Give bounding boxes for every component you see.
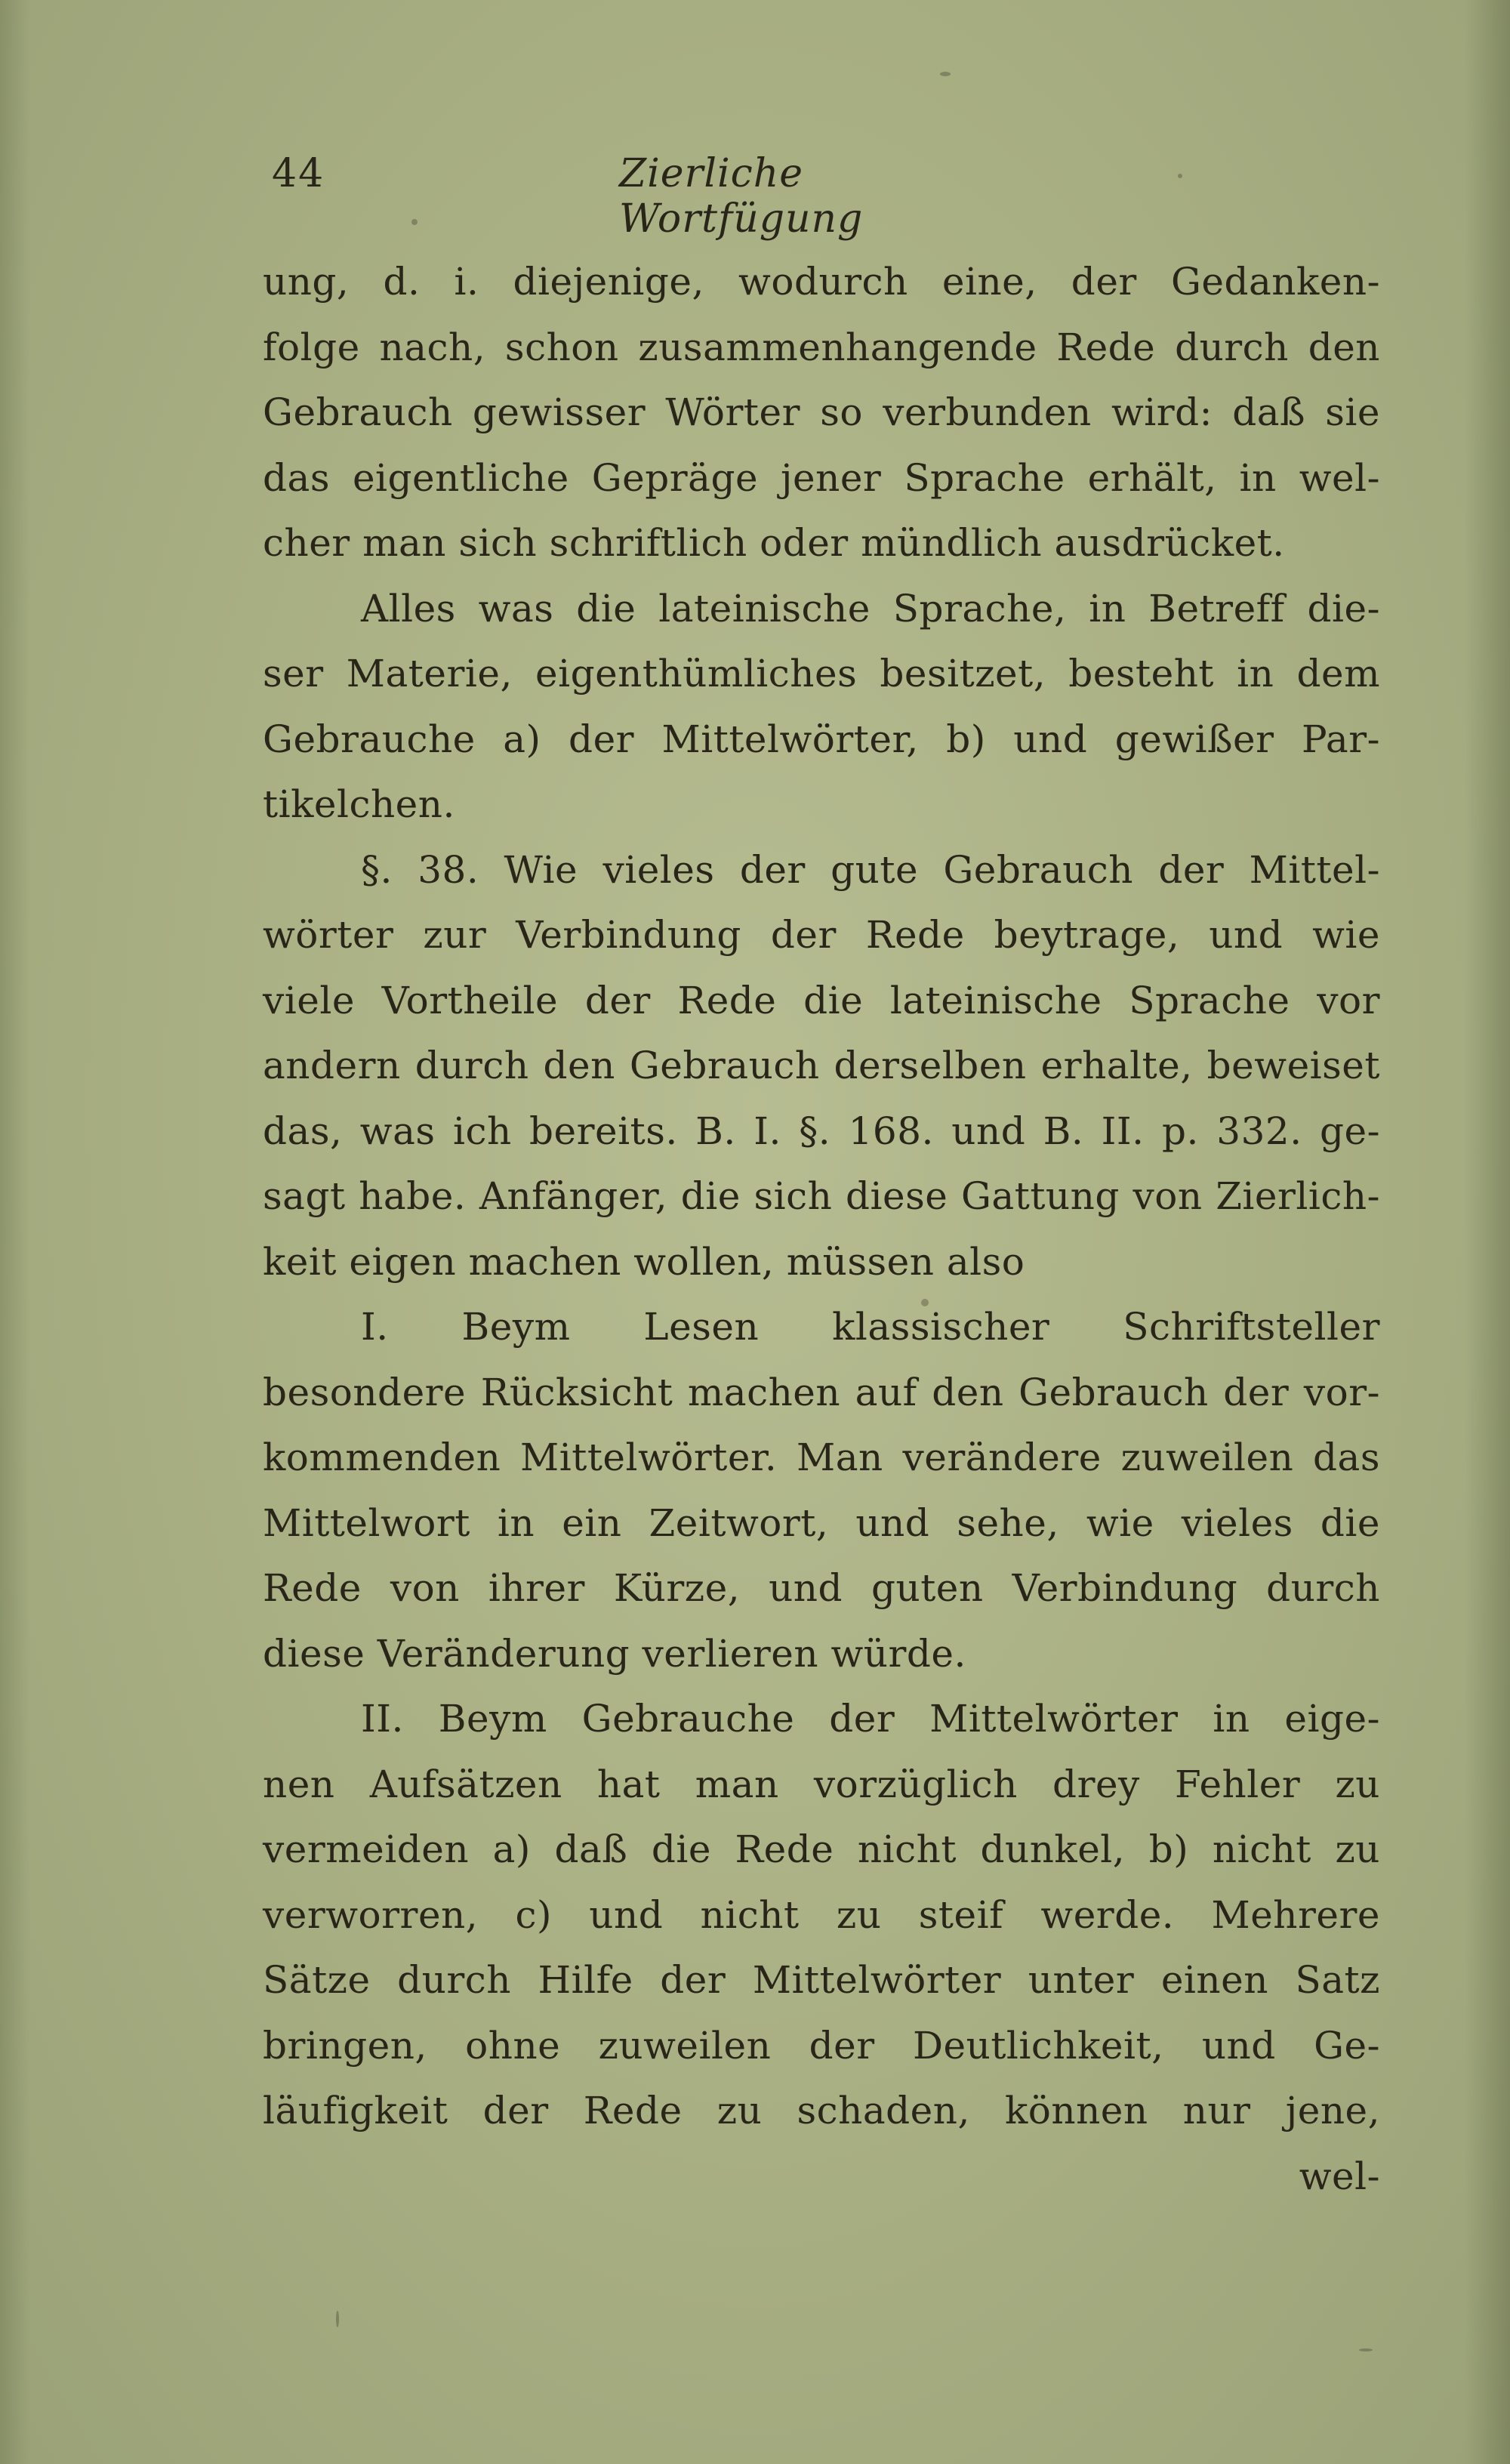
text-line: vermeiden a) daß die Rede nicht dunkel, b) nicht zu [263, 1827, 1380, 1871]
text-line: Gebrauch gewisser Wörter so verbunden wird: daß sie [263, 390, 1380, 434]
paragraph-rule-2 [263, 1686, 1380, 2144]
catchword: wel- [1299, 2154, 1380, 2198]
text-line: verworren, c) und nicht zu steif werde. Mehrere [263, 1892, 1380, 1937]
text-line: viele Vortheile der Rede die lateinische Sprache vor [263, 978, 1380, 1022]
paragraph-rule-1 [263, 1294, 1380, 1686]
text-line: nen Aufsätzen hat man vorzüglich drey Fehler zu [263, 1762, 1380, 1806]
page-shadow-right [1465, 0, 1510, 2464]
text-line: sagt habe. Anfänger, die sich diese Gattung von Zierlich- [263, 1174, 1380, 1218]
paragraph-alles [263, 576, 1380, 837]
text-line: Alles was die lateinische Sprache, in Betreff die- [361, 586, 1380, 631]
text-line: besondere Rücksicht machen auf den Gebrauch der vor- [263, 1370, 1380, 1414]
text-line: wörter zur Verbindung der Rede beytrage, und wie [263, 913, 1380, 957]
text-line: das eigentliche Gepräge jener Sprache erhält, in wel- [263, 455, 1380, 500]
text-line: andern durch den Gebrauch derselben erhalte, beweiset [263, 1044, 1380, 1087]
text-line: Mittelwort in ein Zeitwort, und sehe, wie vieles die [263, 1500, 1380, 1545]
text-line: ser Materie, eigenthümliches besitzet, besteht in dem [263, 652, 1380, 695]
text-line: bringen, ohne zuweilen der Deutlichkeit, und Ge- [263, 2023, 1380, 2068]
page-header [272, 151, 1042, 242]
paragraph-continuation [263, 249, 1380, 576]
text-line: II. Beym Gebrauche der Mittelwörter in eige- [361, 1697, 1380, 1741]
text-line: §. 38. Wie vieles der gute Gebrauch der Mittel- [361, 847, 1380, 892]
paper-speck [411, 219, 418, 225]
text-line: tikelchen. [263, 782, 455, 826]
text-line: I. Beym Lesen klassischer Schriftsteller [361, 1305, 1380, 1349]
text-line: cher man sich schriftlich oder mündlich ausdrücket. [263, 521, 1285, 565]
paper-speck [1359, 2348, 1373, 2351]
text-line: läufigkeit der Rede zu schaden, können nur jene, [263, 2089, 1380, 2132]
paper-speck [336, 2311, 339, 2327]
paragraph-section-38 [263, 837, 1380, 1295]
text-line: das, was ich bereits. B. I. §. 168. und B. II. p. 332. ge- [263, 1109, 1380, 1153]
text-line: diese Veränderung verlieren würde. [263, 1631, 966, 1676]
text-line: Gebrauche a) der Mittelwörter, b) und gewißer Par- [263, 717, 1380, 761]
text-line: folge nach, schon zusammenhangende Rede durch den [263, 325, 1380, 369]
text-line: Rede von ihrer Kürze, und guten Verbindung durch [263, 1566, 1380, 1610]
page-shadow-left [0, 0, 30, 2464]
page-number: 44 [272, 151, 325, 196]
paper-speck [940, 72, 951, 76]
text-line: ung, d. i. diejenige, wodurch eine, der Gedanken- [263, 260, 1380, 304]
text-line: keit eigen machen wollen, müssen also [263, 1239, 1025, 1284]
running-head: Zierliche Wortfügung [619, 151, 864, 242]
text-line: Sätze durch Hilfe der Mittelwörter unter einen Satz [263, 1958, 1380, 2002]
text-line: kommenden Mittelwörter. Man verändere zuweilen das [263, 1436, 1380, 1479]
body-text [263, 249, 1380, 2209]
paper-speck [1178, 174, 1182, 178]
